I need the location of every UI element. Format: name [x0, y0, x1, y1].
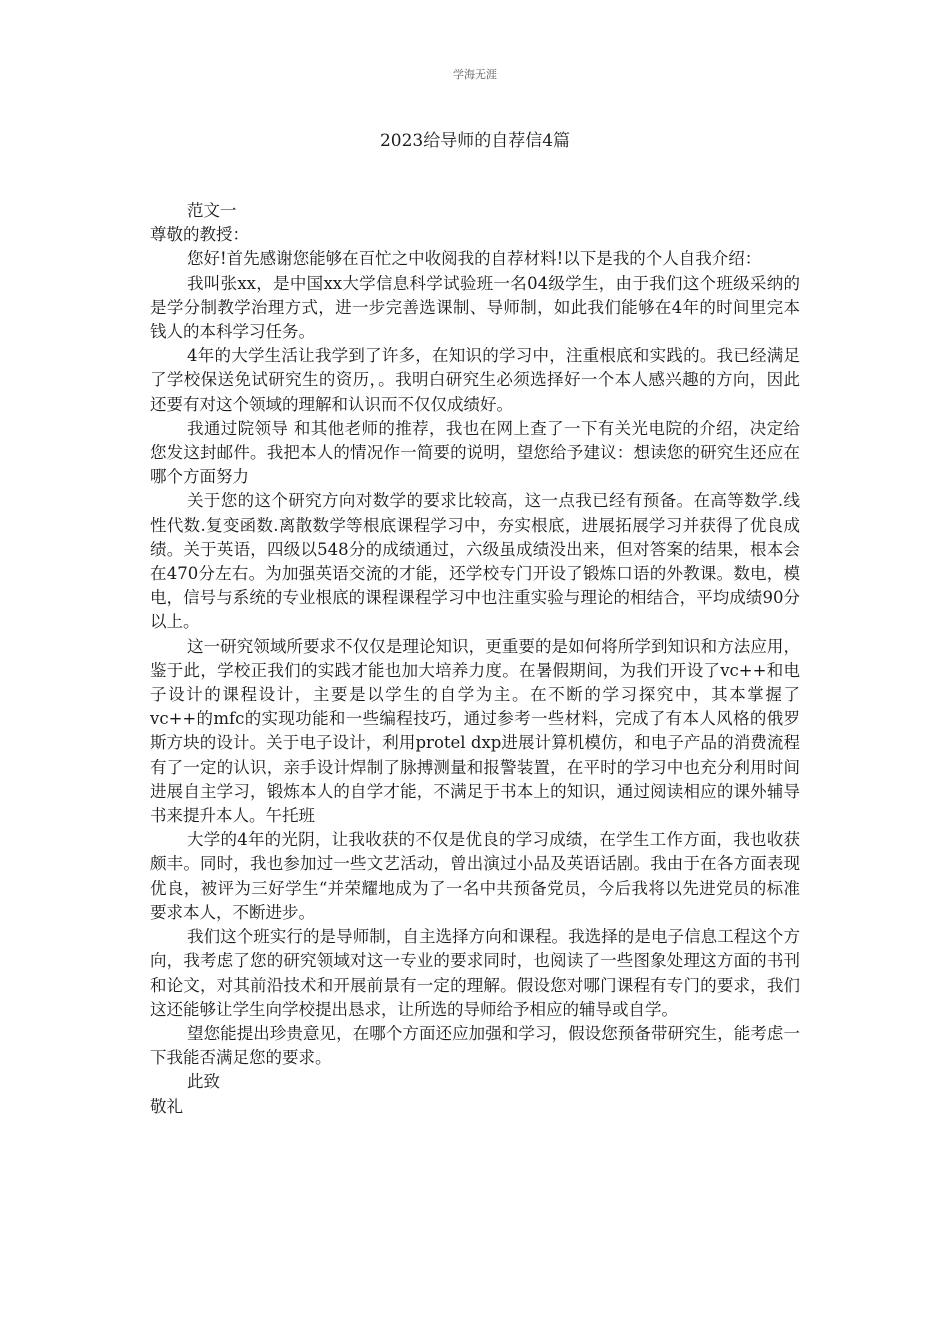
paragraph-3: 4年的大学生活让我学到了许多，在知识的学习中，注重根底和实践的。我已经满足了学校保送免试研究生的资历，。我明白研究生必须选择好一个本人感兴趣的方向，因此还要有对这个领域的理解和认识而不仅仅成绩好。: [150, 346, 800, 414]
paragraph-6: 这一研究领域所要求不仅仅是理论知识，更重要的是如何将所学到知识和方法应用，鉴于此，学校正我们的实践才能也加大培养力度。在暑假期间，为我们开设了vc++和电子设计的课程设计，主要是以学生的自学为主。在不断的学习探究中，其本掌握了vc++的mfc的实现功能和一些编程技巧，通过参考一些材料，完成了有本人风格的俄罗斯方块的设计。关于电子设计，利用protel dxp进展计算机模仿，和电子产品的消费流程有了一定的认识，亲手设计焊制了脉搏测量和报警装置，在平时的学习中也充分利用时间进展自主学习，锻炼本人的自学才能，不满足于书本上的知识，通过阅读相应的课外辅导书来提升本人。午托班: [150, 636, 800, 826]
page-header: 学海无涯: [453, 68, 497, 81]
paragraph-9: 望您能提出珍贵意见，在哪个方面还应加强和学习，假设您预备带研究生，能考虑一下我能否满足您的要求。: [150, 1023, 800, 1068]
paragraph-2: 我叫张xx，是中国xx大学信息科学试验班一名04级学生，由于我们这个班级采纳的是学分制教学治理方式，进一步完善选课制、导师制，如此我们能够在4年的时间里完本钱人的本科学习任务。: [150, 273, 800, 342]
paragraph-5: 关于您的这个研究方向对数学的要求比较高，这一点我已经有预备。在高等数学.线性代数.复变函数.离散数学等根底课程学习中，夯实根底，进展拓展学习并获得了优良成绩。关于英语，四级以548分的成绩通过，六级虽成绩没出来，但对答案的结果，根本会在470分左右。为加强英语交流的才能，还学校专门开设了锻炼口语的外教课。数电，模电，信号与系统的专业根底的课程课程学习中也注重实验与理论的相结合，平均成绩90分以上。: [150, 491, 800, 632]
paragraph-4: 我通过院领导 和其他老师的推荐，我也在网上查了一下有关光电院的介绍，决定给您发这封邮件。我把本人的情况作一简要的说明，望您给予建议：想读您的研究生还应在哪个方面努力: [150, 418, 800, 487]
closing: 此致: [187, 1072, 220, 1092]
paragraph-1: 您好!首先感谢您能够在百忙之中收阅我的自荐材料!以下是我的个人自我介绍：: [187, 249, 762, 269]
salutation: 尊敬的教授：: [150, 225, 249, 245]
letter-body: [150, 199, 800, 1119]
document-title: 2023给导师的自荐信4篇: [379, 131, 571, 151]
paragraph-7: 大学的4年的光阴，让我收获的不仅是优良的学习成绩，在学生工作方面，我也收获颇丰。同时，我也参加过一些文艺活动，曾出演过小品及英语话剧。我由于在各方面表现优良，被评为三好学生“并荣耀地成为了一名中共预备党员，今后我将以先进党员的标准要求本人，不断进步。: [150, 830, 800, 922]
section-label: 范文一: [187, 201, 237, 220]
regards: 敬礼: [150, 1096, 183, 1116]
paragraph-8: 我们这个班实行的是导师制，自主选择方向和课程。我选择的是电子信息工程这个方向，我考虑了您的研究领域对这一专业的要求同时，也阅读了一些图象处理这方面的书刊和论文，对其前沿技术和开展前景有一定的理解。假设您对哪门课程有专门的要求，我们这还能够让学生向学校提出恳求，让所选的导师给予相应的辅导或自学。: [150, 927, 800, 1019]
